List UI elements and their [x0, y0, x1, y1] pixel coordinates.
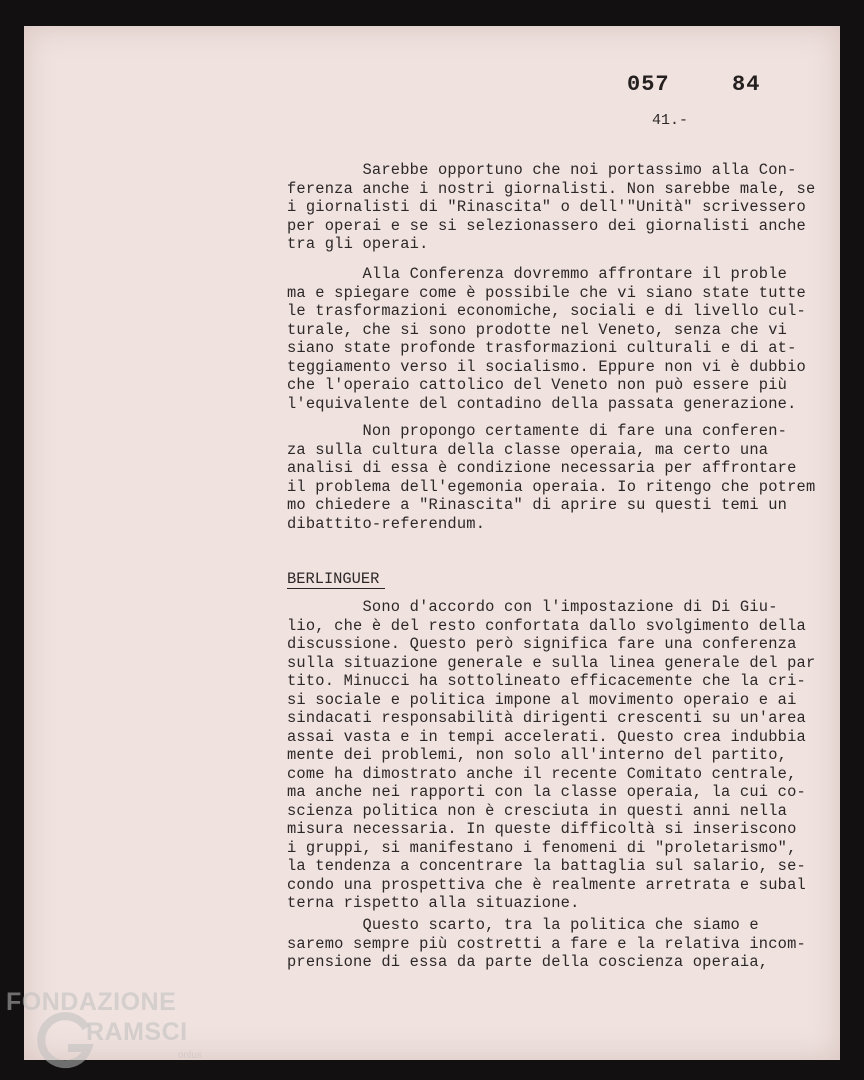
watermark-line1: FONDAZIONE	[6, 988, 177, 1016]
text-line: si sociale e politica impone al movimento operaio e ai	[287, 690, 797, 709]
text-line: siano state profonde trasformazioni culturali e di at-	[287, 339, 797, 357]
text-line: che l'operaio cattolico del Veneto non può essere più	[287, 376, 788, 394]
text-line: za sulla cultura della classe operaia, ma certo una	[287, 440, 769, 459]
text-line: per operai e se si selezionassero dei giornalisti anche	[287, 216, 806, 235]
text-line: sindacati responsabilità dirigenti crescenti su un'area	[287, 709, 806, 727]
watermark-line3: onlus	[178, 1050, 202, 1061]
text-line: scienza politica non è cresciuta in questi anni nella	[287, 801, 788, 820]
text-line: Sarebbe opportuno che noi portassimo alla Con-	[287, 161, 797, 179]
archive-number-b: 84	[732, 72, 761, 97]
text-line: sulla situazione generale e sulla linea generale del par	[287, 653, 816, 672]
paragraph-3	[287, 422, 815, 533]
text-line: lio, che è del resto confortata dallo svolgimento della	[287, 616, 806, 635]
text-line: Questo scarto, tra la politica che siamo e	[287, 916, 759, 934]
text-line: ma anche nei rapporti con la classe operaia, la cui co-	[287, 783, 806, 801]
text-line: saremo sempre più costretti a fare e la relativa incom-	[287, 934, 806, 953]
archive-number	[627, 72, 760, 97]
paragraph-2	[287, 265, 806, 413]
text-line: analisi di essa è condizione necessaria per affrontare	[287, 459, 797, 477]
document-page	[24, 26, 840, 1060]
text-line: la tendenza a concentrare la battaglia sul salario, se-	[287, 857, 806, 875]
text-line: prensione di essa da parte della coscienza operaia,	[287, 953, 769, 971]
text-line: Sono d'accordo con l'impostazione di Di Giu-	[287, 598, 778, 616]
speaker-heading: BERLINGUER	[287, 570, 385, 589]
text-line: misura necessaria. In queste difficoltà si inseriscono	[287, 820, 797, 838]
archive-number-a: 057	[627, 72, 670, 97]
watermark-line2: RAMSCI	[86, 1018, 188, 1046]
paragraph-1	[287, 161, 815, 254]
text-line: terna rispetto alla situazione.	[287, 894, 580, 912]
text-line: assai vasta e in tempi accelerati. Questo crea indubbia	[287, 727, 806, 746]
text-line: tito. Minucci ha sottolineato efficacemente che la cri-	[287, 672, 806, 690]
text-line: tra gli operai.	[287, 235, 429, 253]
text-line: Alla Conferenza dovremmo affrontare il proble	[287, 265, 788, 283]
text-line: condo una prospettiva che è realmente arretrata e subal	[287, 875, 806, 894]
text-line: mente dei problemi, non solo all'interno del partito,	[287, 746, 788, 764]
text-line: dibattito-referendum.	[287, 514, 486, 533]
text-line: il problema dell'egemonia operaia. Io ritengo che potrem	[287, 477, 816, 496]
text-line: turale, che si sono prodotte nel Veneto, senza che vi	[287, 320, 788, 339]
text-line: ma e spiegare come è possibile che vi siano state tutte	[287, 283, 806, 302]
text-line: l'equivalente del contadino della passata generazione.	[287, 394, 797, 413]
text-line: i gruppi, si manifestano i fenomeni di "proletarismo",	[287, 838, 797, 857]
text-line: i giornalisti di "Rinascita" o dell'"Unità" scrivessero	[287, 198, 806, 216]
text-line: teggiamento verso il socialismo. Eppure non vi è dubbio	[287, 357, 806, 376]
text-line: come ha dimostrato anche il recente Comitato centrale,	[287, 764, 797, 783]
text-line: le trasformazioni economiche, sociali e di livello cul-	[287, 302, 806, 320]
text-line: Non propongo certamente di fare una conferen-	[287, 422, 788, 440]
text-line: discussione. Questo però significa fare una conferenza	[287, 635, 797, 653]
text-line: ferenza anche i nostri giornalisti. Non sarebbe male, se	[287, 179, 816, 198]
paragraph-4	[287, 598, 815, 913]
text-line: mo chiedere a "Rinascita" di aprire su questi temi un	[287, 496, 788, 514]
watermark-logo	[6, 988, 216, 1078]
page-number: 41.-	[652, 112, 689, 129]
paragraph-5	[287, 916, 806, 972]
